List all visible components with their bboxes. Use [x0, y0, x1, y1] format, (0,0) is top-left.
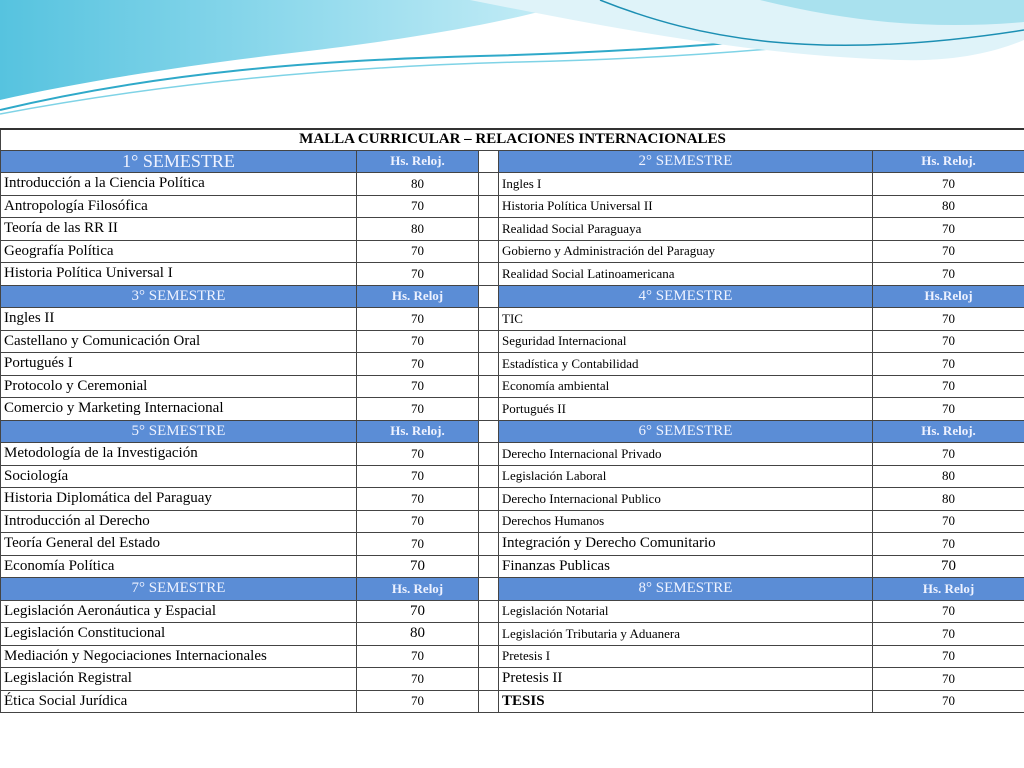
- course-hours: 80: [357, 623, 479, 646]
- course-name: Legislación Notarial: [499, 600, 873, 623]
- course-hours: 70: [357, 668, 479, 691]
- table-row: [1, 398, 1024, 421]
- semester-title: 1° SEMESTRE: [1, 150, 357, 173]
- course-hours: 80: [873, 488, 1024, 511]
- table-row: [1, 668, 1024, 691]
- course-hours: 70: [357, 308, 479, 331]
- hours-header: Hs. Reloj.: [873, 420, 1024, 443]
- table-row: [1, 488, 1024, 511]
- course-name: Pretesis II: [499, 668, 873, 691]
- hours-header: Hs. Reloj: [357, 578, 479, 601]
- course-hours: 70: [357, 600, 479, 623]
- course-hours: 70: [357, 690, 479, 713]
- table-row: [1, 308, 1024, 331]
- column-gap: [479, 240, 499, 263]
- course-name: TESIS: [499, 690, 873, 713]
- semester-header-row: [1, 285, 1024, 308]
- semester-title: 2° SEMESTRE: [499, 150, 873, 173]
- course-name: Derechos Humanos: [499, 510, 873, 533]
- course-name: Teoría General del Estado: [1, 533, 357, 556]
- table-row: [1, 218, 1024, 241]
- course-hours: 70: [873, 623, 1024, 646]
- course-name: Protocolo y Ceremonial: [1, 375, 357, 398]
- course-hours: 70: [873, 533, 1024, 556]
- course-name: Realidad Social Latinoamericana: [499, 263, 873, 286]
- course-hours: 70: [873, 690, 1024, 713]
- table-row: [1, 173, 1024, 196]
- hours-header: Hs.Reloj: [873, 285, 1024, 308]
- column-gap: [479, 645, 499, 668]
- column-gap: [479, 330, 499, 353]
- table-row: [1, 465, 1024, 488]
- column-gap: [479, 150, 499, 173]
- semester-title: 7° SEMESTRE: [1, 578, 357, 601]
- column-gap: [479, 555, 499, 578]
- course-hours: 70: [357, 195, 479, 218]
- course-name: Antropología Filosófica: [1, 195, 357, 218]
- course-name: Derecho Internacional Publico: [499, 488, 873, 511]
- column-gap: [479, 623, 499, 646]
- column-gap: [479, 668, 499, 691]
- course-hours: 70: [357, 443, 479, 466]
- course-name: Legislación Registral: [1, 668, 357, 691]
- column-gap: [479, 218, 499, 241]
- course-hours: 70: [357, 533, 479, 556]
- column-gap: [479, 488, 499, 511]
- course-name: Historia Política Universal II: [499, 195, 873, 218]
- course-name: Legislación Laboral: [499, 465, 873, 488]
- course-hours: 70: [357, 555, 479, 578]
- course-hours: 70: [873, 308, 1024, 331]
- course-hours: 70: [873, 555, 1024, 578]
- course-name: Seguridad Internacional: [499, 330, 873, 353]
- column-gap: [479, 420, 499, 443]
- semester-title: 8° SEMESTRE: [499, 578, 873, 601]
- table-row: [1, 600, 1024, 623]
- column-gap: [479, 578, 499, 601]
- course-name: Legislación Aeronáutica y Espacial: [1, 600, 357, 623]
- course-name: Portugués I: [1, 353, 357, 376]
- course-name: Derecho Internacional Privado: [499, 443, 873, 466]
- course-name: Introducción al Derecho: [1, 510, 357, 533]
- table-row: [1, 690, 1024, 713]
- hours-header: Hs. Reloj.: [357, 420, 479, 443]
- course-name: Ingles I: [499, 173, 873, 196]
- course-name: Introducción a la Ciencia Política: [1, 173, 357, 196]
- course-hours: 70: [873, 218, 1024, 241]
- course-name: Pretesis I: [499, 645, 873, 668]
- table-row: [1, 443, 1024, 466]
- course-hours: 70: [873, 330, 1024, 353]
- column-gap: [479, 510, 499, 533]
- course-name: TIC: [499, 308, 873, 331]
- course-name: Teoría de las RR II: [1, 218, 357, 241]
- wave-header-decoration: [0, 0, 1024, 130]
- course-hours: 70: [873, 645, 1024, 668]
- course-hours: 70: [357, 645, 479, 668]
- column-gap: [479, 465, 499, 488]
- table-row: [1, 510, 1024, 533]
- table-row: [1, 375, 1024, 398]
- course-name: Historia Diplomática del Paraguay: [1, 488, 357, 511]
- table-row: [1, 645, 1024, 668]
- course-hours: 80: [357, 218, 479, 241]
- course-hours: 80: [357, 173, 479, 196]
- course-hours: 70: [357, 330, 479, 353]
- course-hours: 70: [357, 510, 479, 533]
- course-hours: 70: [357, 488, 479, 511]
- course-name: Legislación Constitucional: [1, 623, 357, 646]
- course-name: Economía Política: [1, 555, 357, 578]
- column-gap: [479, 173, 499, 196]
- course-hours: 70: [357, 263, 479, 286]
- course-name: Metodología de la Investigación: [1, 443, 357, 466]
- course-hours: 70: [357, 240, 479, 263]
- course-name: Castellano y Comunicación Oral: [1, 330, 357, 353]
- course-name: Geografía Política: [1, 240, 357, 263]
- column-gap: [479, 285, 499, 308]
- table-row: [1, 263, 1024, 286]
- course-hours: 70: [873, 240, 1024, 263]
- table-row: [1, 330, 1024, 353]
- hours-header: Hs. Reloj: [357, 285, 479, 308]
- column-gap: [479, 398, 499, 421]
- course-hours: 70: [873, 375, 1024, 398]
- semester-header-row: [1, 150, 1024, 173]
- course-name: Historia Política Universal I: [1, 263, 357, 286]
- course-hours: 80: [873, 465, 1024, 488]
- column-gap: [479, 195, 499, 218]
- course-name: Mediación y Negociaciones Internacionales: [1, 645, 357, 668]
- course-name: Comercio y Marketing Internacional: [1, 398, 357, 421]
- course-hours: 70: [357, 465, 479, 488]
- semester-header-row: [1, 420, 1024, 443]
- table-row: [1, 240, 1024, 263]
- curriculum-table: [0, 128, 1024, 713]
- course-name: Portugués II: [499, 398, 873, 421]
- column-gap: [479, 533, 499, 556]
- table-row: [1, 555, 1024, 578]
- semester-title: 3° SEMESTRE: [1, 285, 357, 308]
- course-name: Gobierno y Administración del Paraguay: [499, 240, 873, 263]
- course-hours: 70: [873, 263, 1024, 286]
- course-name: Finanzas Publicas: [499, 555, 873, 578]
- course-hours: 70: [873, 173, 1024, 196]
- hours-header: Hs. Reloj.: [357, 150, 479, 173]
- course-name: Ingles II: [1, 308, 357, 331]
- course-hours: 70: [873, 443, 1024, 466]
- course-name: Economía ambiental: [499, 375, 873, 398]
- course-hours: 70: [873, 398, 1024, 421]
- column-gap: [479, 443, 499, 466]
- course-name: Integración y Derecho Comunitario: [499, 533, 873, 556]
- table-title: MALLA CURRICULAR – RELACIONES INTERNACIONALES: [1, 129, 1024, 150]
- course-name: Estadística y Contabilidad: [499, 353, 873, 376]
- course-hours: 70: [357, 353, 479, 376]
- course-hours: 70: [873, 600, 1024, 623]
- course-name: Realidad Social Paraguaya: [499, 218, 873, 241]
- column-gap: [479, 690, 499, 713]
- semester-header-row: [1, 578, 1024, 601]
- column-gap: [479, 375, 499, 398]
- semester-title: 4° SEMESTRE: [499, 285, 873, 308]
- course-hours: 70: [357, 375, 479, 398]
- hours-header: Hs. Reloj: [873, 578, 1024, 601]
- column-gap: [479, 308, 499, 331]
- semester-title: 6° SEMESTRE: [499, 420, 873, 443]
- course-name: Sociología: [1, 465, 357, 488]
- column-gap: [479, 353, 499, 376]
- course-hours: 70: [873, 510, 1024, 533]
- course-name: Ética Social Jurídica: [1, 690, 357, 713]
- semester-title: 5° SEMESTRE: [1, 420, 357, 443]
- course-hours: 70: [873, 353, 1024, 376]
- table-row: [1, 533, 1024, 556]
- course-name: Legislación Tributaria y Aduanera: [499, 623, 873, 646]
- column-gap: [479, 600, 499, 623]
- table-row: [1, 195, 1024, 218]
- course-hours: 70: [357, 398, 479, 421]
- table-row: [1, 623, 1024, 646]
- hours-header: Hs. Reloj.: [873, 150, 1024, 173]
- course-hours: 80: [873, 195, 1024, 218]
- column-gap: [479, 263, 499, 286]
- course-hours: 70: [873, 668, 1024, 691]
- table-row: [1, 353, 1024, 376]
